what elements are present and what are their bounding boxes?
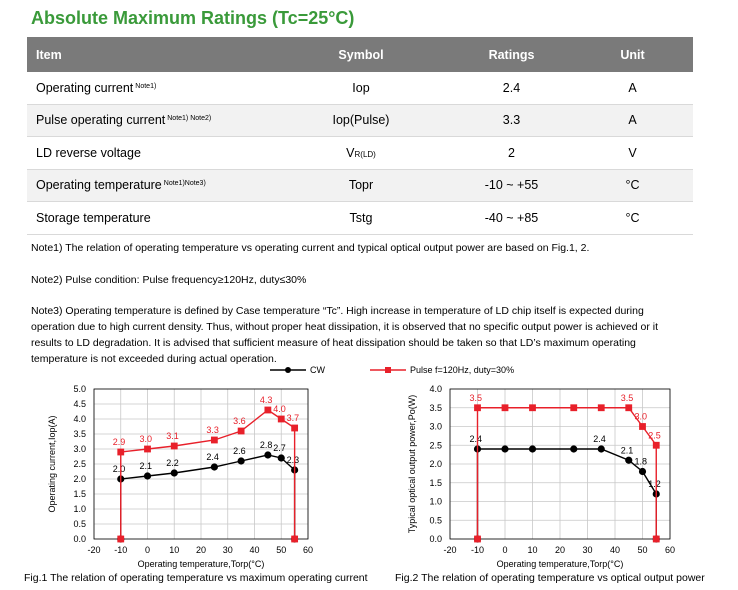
- data-label: 3.3: [206, 425, 219, 435]
- row-rating: 2.4: [451, 72, 572, 104]
- y-tick-label: 1.5: [73, 489, 86, 499]
- table-header-row: [27, 37, 693, 72]
- ratings-table: [27, 37, 693, 235]
- data-label: 2.6: [233, 446, 246, 456]
- pulse-point: [502, 404, 509, 411]
- y-tick-label: 3.0: [73, 444, 86, 454]
- data-label: 2.4: [469, 434, 483, 444]
- x-tick-label: 10: [527, 545, 538, 555]
- data-label: 3.7: [286, 413, 300, 423]
- x-tick-label: 40: [609, 545, 621, 555]
- cw-point: [144, 472, 151, 479]
- cw-point: [264, 451, 271, 458]
- row-symbol: Iop(Pulse): [271, 104, 451, 137]
- x-tick-label: 40: [249, 545, 260, 555]
- x-tick-label: 30: [582, 545, 593, 555]
- data-label: 4.3: [259, 395, 273, 405]
- header-item: Item: [27, 37, 271, 72]
- y-tick-label: 2.5: [73, 459, 86, 469]
- table-row: [27, 202, 693, 235]
- x-axis-label: Operating temperature,Torp(°C): [137, 559, 265, 569]
- legend-cw: CW: [310, 365, 325, 375]
- row-unit: A: [572, 72, 693, 104]
- y-tick-label: 0.5: [73, 519, 86, 529]
- y-tick-label: 4.5: [73, 399, 86, 409]
- row-item: Operating current $^{Note1)}$: [27, 72, 271, 104]
- pulse-point: [474, 536, 481, 543]
- row-symbol: Tstg: [271, 202, 451, 235]
- header-unit: Unit: [572, 37, 693, 72]
- row-symbol: Iop: [271, 72, 451, 104]
- y-axis-label: Typical optical output power,Po(W): [407, 394, 417, 534]
- x-tick-label: 10: [169, 545, 180, 555]
- header-symbol: Symbol: [271, 37, 451, 72]
- pulse-point: [570, 404, 577, 411]
- row-item: LD reverse voltage: [27, 137, 271, 170]
- pulse-point: [653, 442, 660, 449]
- data-label: 2.4: [206, 452, 219, 462]
- x-tick-label: 60: [664, 545, 676, 555]
- cw-point: [501, 445, 508, 452]
- y-tick-label: 1.5: [429, 477, 442, 488]
- row-symbol: VR(LD): [271, 137, 451, 170]
- data-label: 2.8: [259, 440, 273, 450]
- fig1-caption: Fig.1 The relation of operating temperature vs maximum operating current: [24, 572, 368, 584]
- data-label: 2.3: [286, 455, 300, 465]
- pulse-point: [598, 404, 605, 411]
- row-unit: °C: [572, 169, 693, 202]
- pulse-point: [171, 443, 178, 450]
- data-label: 3.0: [139, 434, 153, 444]
- y-tick-label: 0.5: [429, 515, 442, 526]
- y-tick-label: 3.0: [429, 421, 442, 432]
- row-unit: °C: [572, 202, 693, 235]
- cw-point: [570, 445, 577, 452]
- row-item: Storage temperature: [27, 202, 271, 235]
- pulse-point: [625, 404, 632, 411]
- y-tick-label: 3.5: [73, 429, 86, 439]
- x-tick-label: -10: [114, 545, 128, 555]
- table-row: [27, 72, 693, 104]
- y-axis-label: Operating current,Iop(A): [47, 415, 57, 513]
- row-rating: -10 ~ +55: [451, 169, 572, 202]
- table-row: [27, 104, 693, 137]
- cw-point: [598, 445, 605, 452]
- chart-optical-output: [404, 380, 694, 576]
- pulse-point: [653, 536, 660, 543]
- table-row: [27, 137, 693, 170]
- y-tick-label: 1.0: [73, 504, 86, 514]
- data-label: 2.7: [273, 443, 286, 453]
- y-tick-label: 2.0: [73, 474, 86, 484]
- page-title: Absolute Maximum Ratings (Tc=25°C): [31, 8, 355, 28]
- y-tick-label: 4.0: [429, 384, 442, 394]
- pulse-point: [144, 446, 151, 453]
- pulse-point: [264, 407, 271, 414]
- data-label: 2.0: [112, 464, 126, 474]
- row-item: Operating temperature $^{Note1)Note3)}$: [27, 169, 271, 202]
- cw-point: [639, 468, 646, 475]
- x-tick-label: -20: [87, 545, 101, 555]
- row-rating: 3.3: [451, 104, 572, 137]
- data-label: 3.6: [233, 416, 246, 426]
- y-tick-label: 3.5: [429, 402, 442, 413]
- data-label: 1.8: [634, 456, 648, 467]
- data-label: 4.0: [273, 404, 286, 414]
- data-label: 3.5: [620, 392, 634, 403]
- cw-point: [211, 463, 218, 470]
- row-rating: 2: [451, 137, 572, 170]
- chart-operating-current: [44, 380, 344, 576]
- y-tick-label: 5.0: [73, 384, 86, 394]
- data-label: 2.1: [620, 445, 634, 456]
- data-label: 2.5: [648, 430, 661, 441]
- y-tick-label: 1.0: [429, 496, 442, 507]
- row-unit: V: [572, 137, 693, 170]
- cw-point: [625, 457, 632, 464]
- x-tick-label: 20: [554, 545, 566, 555]
- data-label: 3.0: [634, 411, 648, 422]
- data-label: 2.9: [112, 437, 126, 447]
- legend-pulse: Pulse f=120Hz, duty=30%: [410, 365, 515, 375]
- data-label: 2.2: [166, 458, 179, 468]
- row-unit: A: [572, 104, 693, 137]
- fig2-caption: Fig.2 The relation of operating temperature vs optical output power: [395, 572, 705, 584]
- pulse-point: [639, 423, 646, 430]
- data-label: 3.5: [469, 392, 483, 403]
- series-line-pulse: [478, 408, 657, 539]
- x-tick-label: 20: [195, 545, 207, 555]
- y-tick-label: 0.0: [429, 534, 442, 544]
- x-tick-label: 30: [222, 545, 233, 555]
- data-label: 2.4: [593, 434, 606, 444]
- pulse-point: [474, 404, 481, 411]
- legend-pulse-swatch: [368, 364, 408, 376]
- cw-point: [171, 469, 178, 476]
- row-rating: -40 ~ +85: [451, 202, 572, 235]
- pulse-point: [278, 416, 285, 423]
- cw-point: [238, 457, 245, 464]
- pulse-point: [291, 425, 298, 432]
- y-tick-label: 0.0: [73, 534, 86, 544]
- data-label: 3.1: [166, 431, 179, 441]
- pulse-point: [211, 437, 218, 444]
- note-2: Note2) Pulse condition: Pulse frequency≥120Hz, duty≤30%: [31, 274, 307, 286]
- pulse-point: [117, 449, 124, 456]
- pulse-point: [291, 536, 298, 543]
- cw-point: [529, 445, 536, 452]
- header-ratings: Ratings: [451, 37, 572, 72]
- row-item: Pulse operating current $^{Note1) Note2)}$: [27, 104, 271, 137]
- y-tick-label: 2.5: [429, 440, 442, 451]
- legend-cw-swatch: [268, 364, 308, 376]
- x-tick-label: 50: [276, 545, 287, 555]
- note-1: Note1) The relation of operating temperature vs operating current and typical optical output power are based on Fig.1, 2.: [31, 242, 590, 254]
- x-tick-label: -10: [470, 545, 485, 555]
- x-tick-label: 0: [502, 545, 508, 555]
- pulse-point: [117, 536, 124, 543]
- y-tick-label: 4.0: [73, 414, 86, 424]
- x-tick-label: -20: [443, 545, 457, 555]
- cw-point: [278, 454, 285, 461]
- row-symbol: Topr: [271, 169, 451, 202]
- note-3: Note3) Operating temperature is defined by Case temperature “Tc”. High increase in temperature of LD chip itself is expected during operation due to high current density. Thus, without proper heat dissipation, it is observed that no specific output power is achieved or it results to LD degradation. It is advised that sufficient measure of heat dissipation should be taken so that LD’s maximum operating temperature is not exceeded during actual operation.: [31, 305, 659, 365]
- x-tick-label: 60: [302, 545, 314, 555]
- pulse-point: [238, 428, 245, 435]
- x-tick-label: 0: [144, 545, 151, 555]
- data-label: 1.2: [648, 479, 661, 489]
- table-row: [27, 169, 693, 202]
- pulse-point: [529, 404, 536, 411]
- y-tick-label: 2.0: [429, 459, 442, 469]
- x-tick-label: 50: [637, 545, 648, 555]
- data-label: 2.1: [139, 461, 153, 471]
- x-axis-label: Operating temperature,Torp(°C): [496, 559, 624, 569]
